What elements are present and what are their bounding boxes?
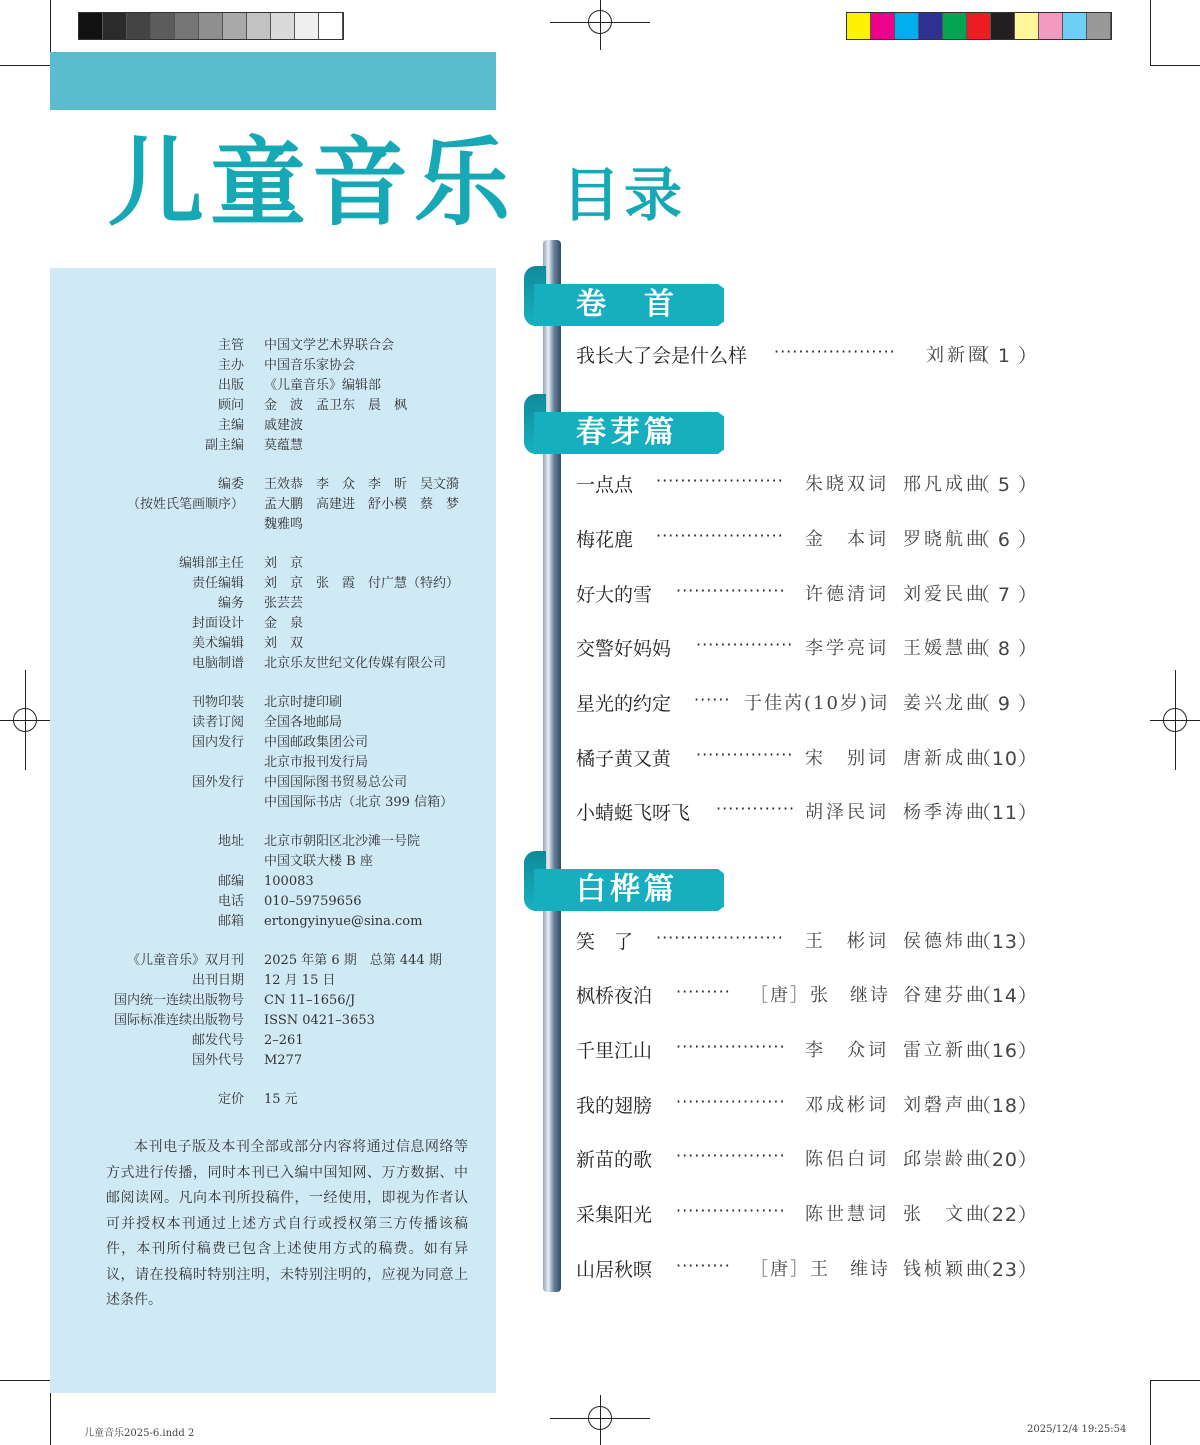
masthead-value: 刘 京 张 霞 付广慧（特约） bbox=[264, 576, 460, 591]
grayscale-bar bbox=[78, 12, 344, 40]
masthead-label: （按姓氏笔画顺序） bbox=[126, 497, 244, 512]
color-swatch bbox=[175, 13, 199, 39]
entry-lyricist: 陈世慧词 bbox=[805, 1204, 889, 1225]
entry-composer: 钱桢颖曲 bbox=[903, 1259, 987, 1280]
masthead-row bbox=[50, 793, 496, 813]
color-swatch bbox=[127, 13, 151, 39]
entry-title: 采集阳光 bbox=[576, 1204, 653, 1226]
masthead-value: 张芸芸 bbox=[264, 596, 304, 611]
masthead-value: 《儿童音乐》编辑部 bbox=[264, 378, 382, 393]
entry-lyricist: 许德清词 bbox=[805, 584, 889, 605]
entry-page: （ 1 ） bbox=[970, 345, 1038, 367]
entry-title: 新苗的歌 bbox=[576, 1149, 653, 1171]
masthead-panel bbox=[50, 268, 496, 1393]
masthead-label: 主办 bbox=[217, 358, 244, 373]
masthead-value: 中国文联大楼 B 座 bbox=[264, 854, 373, 869]
color-swatch bbox=[223, 13, 247, 39]
entry-title: 千里江山 bbox=[576, 1040, 653, 1062]
entry-title: 笑 了 bbox=[576, 931, 634, 953]
color-swatch bbox=[967, 13, 991, 39]
toc-entry[interactable] bbox=[576, 525, 1038, 555]
masthead-label: 国内统一连续出版物号 bbox=[113, 993, 244, 1008]
entry-lyricist: ［唐］张 继诗 bbox=[750, 985, 890, 1006]
toc-entry[interactable] bbox=[576, 981, 1038, 1011]
color-swatch bbox=[79, 13, 103, 39]
masthead-row bbox=[50, 554, 496, 574]
entry-title: 橘子黄又黄 bbox=[576, 748, 672, 770]
masthead-row bbox=[50, 951, 496, 971]
entry-composer: 侯德炜曲 bbox=[903, 931, 987, 952]
entry-page: （ 5 ） bbox=[970, 474, 1038, 496]
entry-lyricist: 宋 别词 bbox=[805, 748, 889, 769]
masthead-label: 《儿童音乐》双月刊 bbox=[126, 953, 244, 968]
entry-title: 好大的雪 bbox=[576, 584, 653, 606]
masthead-row bbox=[50, 991, 496, 1011]
color-swatch bbox=[1039, 13, 1063, 39]
masthead-label: 主管 bbox=[217, 338, 244, 353]
masthead-value: 北京市报刊发行局 bbox=[264, 755, 369, 770]
section-title: 春芽篇 bbox=[576, 415, 678, 450]
entry-composer: 唐新成曲 bbox=[903, 748, 987, 769]
masthead-row bbox=[50, 634, 496, 654]
masthead-value: ISSN 0421–3653 bbox=[264, 1013, 375, 1028]
masthead-label: 国际标准连续出版物号 bbox=[113, 1013, 244, 1028]
entry-composer: 罗晓航曲 bbox=[903, 529, 987, 550]
masthead-row bbox=[50, 693, 496, 713]
entry-lyricist: 金 本词 bbox=[805, 529, 889, 550]
leader-dots: ················ bbox=[696, 745, 794, 764]
entry-composer: 谷建芬曲 bbox=[903, 985, 987, 1006]
masthead-row bbox=[50, 594, 496, 614]
masthead-value: 010–59759656 bbox=[264, 894, 362, 909]
entry-lyricist: 于佳芮(10岁)词 bbox=[744, 693, 889, 714]
magazine-logo: 儿童音乐 bbox=[108, 127, 516, 239]
masthead-label: 编务 bbox=[217, 596, 244, 611]
masthead-label: 电脑制谱 bbox=[191, 656, 244, 671]
masthead-row bbox=[50, 614, 496, 634]
masthead-value: 北京时捷印刷 bbox=[264, 695, 343, 710]
footer-filename: 儿童音乐2025-6.indd 2 bbox=[84, 1428, 195, 1439]
entry-page: （ 7 ） bbox=[970, 584, 1038, 606]
masthead-value: 2025 年第 6 期 总第 444 期 bbox=[264, 953, 442, 968]
color-bar bbox=[846, 12, 1112, 40]
masthead-row bbox=[50, 376, 496, 396]
masthead-value: M277 bbox=[264, 1053, 303, 1068]
entry-lyricist: 李 众词 bbox=[805, 1040, 889, 1061]
entry-lyricist: 胡泽民词 bbox=[805, 802, 889, 823]
masthead-label: 定价 bbox=[217, 1092, 244, 1107]
color-swatch bbox=[991, 13, 1015, 39]
color-swatch bbox=[271, 13, 295, 39]
color-swatch bbox=[919, 13, 943, 39]
masthead-row bbox=[50, 912, 496, 932]
entry-composer: 刘新圈 bbox=[926, 345, 989, 366]
leader-dots: ····················· bbox=[656, 928, 784, 947]
masthead-label: 副主编 bbox=[204, 438, 244, 453]
section-title: 卷 首 bbox=[576, 287, 678, 322]
footer-timestamp: 2025/12/4 19:25:54 bbox=[1027, 1424, 1127, 1435]
masthead-row bbox=[50, 892, 496, 912]
toc-entry[interactable] bbox=[576, 580, 1038, 610]
leader-dots: ········· bbox=[676, 1256, 731, 1275]
entry-page: （22） bbox=[971, 1204, 1038, 1226]
masthead-value: 王效恭 李 众 李 昕 吴文漪 bbox=[264, 477, 460, 492]
leader-dots: ····················· bbox=[656, 526, 784, 545]
masthead-label: 读者订阅 bbox=[191, 715, 244, 730]
masthead-label: 国内发行 bbox=[191, 735, 244, 750]
entry-title: 我长大了会是什么样 bbox=[576, 345, 748, 367]
toc-entry[interactable] bbox=[576, 1145, 1038, 1175]
color-swatch bbox=[199, 13, 223, 39]
masthead-label: 顾问 bbox=[217, 398, 244, 413]
masthead-row bbox=[50, 773, 496, 793]
masthead-label: 封面设计 bbox=[191, 616, 244, 631]
header-band bbox=[50, 52, 496, 110]
masthead-row bbox=[50, 1090, 496, 1110]
entry-composer: 刘磬声曲 bbox=[903, 1095, 987, 1116]
masthead-value: 北京乐友世纪文化传媒有限公司 bbox=[264, 656, 447, 671]
entry-composer: 邱崇龄曲 bbox=[903, 1149, 987, 1170]
leader-dots: ·················· bbox=[676, 1092, 786, 1111]
toc-title: 目录 bbox=[562, 161, 687, 229]
toc-entry[interactable] bbox=[576, 689, 1038, 719]
toc-entry[interactable] bbox=[576, 1091, 1038, 1121]
masthead-row bbox=[50, 832, 496, 852]
masthead-value: 北京市朝阳区北沙滩一号院 bbox=[264, 834, 421, 849]
leader-dots: ·················· bbox=[676, 1201, 786, 1220]
entry-composer: 姜兴龙曲 bbox=[903, 693, 987, 714]
entry-page: （23） bbox=[971, 1259, 1038, 1281]
toc-entry[interactable] bbox=[576, 927, 1038, 957]
masthead-row bbox=[50, 574, 496, 594]
masthead-row bbox=[50, 515, 496, 535]
entry-lyricist: 邓成彬词 bbox=[805, 1095, 889, 1116]
masthead-value: 刘 双 bbox=[264, 636, 304, 651]
entry-composer: 邢凡成曲 bbox=[903, 474, 987, 495]
entry-title: 梅花鹿 bbox=[576, 529, 634, 551]
masthead-label: 邮编 bbox=[217, 874, 244, 889]
masthead-value: 中国邮政集团公司 bbox=[264, 735, 369, 750]
masthead-value: 中国国际图书贸易总公司 bbox=[264, 775, 408, 790]
masthead-label: 出刊日期 bbox=[191, 973, 244, 988]
color-swatch bbox=[1087, 13, 1111, 39]
entry-title: 我的翅膀 bbox=[576, 1095, 653, 1117]
masthead-row bbox=[50, 733, 496, 753]
leader-dots: ···················· bbox=[774, 342, 896, 361]
masthead-value: 戚建波 bbox=[264, 418, 304, 433]
toc-entry[interactable] bbox=[576, 744, 1038, 774]
masthead-row bbox=[50, 475, 496, 495]
masthead-value: 中国音乐家协会 bbox=[264, 358, 356, 373]
masthead-label: 邮发代号 bbox=[191, 1033, 244, 1048]
color-swatch bbox=[871, 13, 895, 39]
color-swatch bbox=[103, 13, 127, 39]
masthead-label: 出版 bbox=[217, 378, 244, 393]
masthead-value: 金 泉 bbox=[264, 616, 304, 631]
leader-dots: ·················· bbox=[676, 581, 786, 600]
entry-title: 小蜻蜓飞呀飞 bbox=[576, 802, 691, 824]
masthead-row bbox=[50, 356, 496, 376]
color-swatch bbox=[847, 13, 871, 39]
section-title: 白桦篇 bbox=[576, 872, 678, 907]
entry-title: 山居秋暝 bbox=[576, 1259, 653, 1281]
entry-page: （13） bbox=[971, 931, 1038, 953]
toc-entry[interactable] bbox=[576, 634, 1038, 664]
leader-dots: ····················· bbox=[656, 471, 784, 490]
masthead-label: 电话 bbox=[217, 894, 244, 909]
masthead-value: 莫蕴慧 bbox=[264, 438, 304, 453]
color-swatch bbox=[1063, 13, 1087, 39]
masthead-value: 15 元 bbox=[264, 1092, 298, 1107]
entry-title: 交警好妈妈 bbox=[576, 638, 672, 660]
entry-composer: 张 文曲 bbox=[903, 1204, 987, 1225]
color-swatch bbox=[895, 13, 919, 39]
masthead-row bbox=[50, 1051, 496, 1071]
entry-composer: 杨季涛曲 bbox=[903, 802, 987, 823]
toc-entry[interactable] bbox=[576, 1036, 1038, 1066]
masthead-label: 国外发行 bbox=[191, 775, 244, 790]
color-swatch bbox=[151, 13, 175, 39]
leader-dots: ················ bbox=[696, 635, 794, 654]
masthead-label: 主编 bbox=[217, 418, 244, 433]
entry-title: 一点点 bbox=[576, 474, 634, 496]
entry-title: 枫桥夜泊 bbox=[576, 985, 653, 1007]
masthead-row bbox=[50, 336, 496, 356]
leader-dots: ·················· bbox=[676, 1146, 786, 1165]
masthead-row bbox=[50, 713, 496, 733]
masthead-label: 刊物印装 bbox=[191, 695, 244, 710]
masthead-label: 地址 bbox=[217, 834, 244, 849]
masthead-value: 刘 京 bbox=[264, 556, 304, 571]
entry-page: （16） bbox=[971, 1040, 1038, 1062]
leader-dots: ········· bbox=[676, 982, 731, 1001]
masthead-row bbox=[50, 872, 496, 892]
color-swatch bbox=[943, 13, 967, 39]
masthead-label: 国外代号 bbox=[191, 1053, 244, 1068]
entry-title: 星光的约定 bbox=[576, 693, 672, 715]
entry-page: （20） bbox=[971, 1149, 1038, 1171]
masthead-row bbox=[50, 852, 496, 872]
entry-lyricist: 李学亮词 bbox=[805, 638, 889, 659]
entry-page: （11） bbox=[971, 802, 1038, 824]
toc-entry[interactable] bbox=[576, 1200, 1038, 1230]
color-swatch bbox=[319, 13, 343, 39]
copyright-notice: 本刊电子版及本刊全部或部分内容将通过信息网络等方式进行传播，同时本刊已入编中国知网、万方数据、中邮阅读网。凡向本刊所投稿件，一经使用，即视为作者认可并授权本刊通过上述方式自行或授权第三方传播该稿件，本刊所付稿费已包含上述使用方式的稿费。如有异议，请在投稿时特别注明，未特别注明的，应视为同意上述条件。 bbox=[106, 1139, 468, 1308]
masthead-row bbox=[50, 396, 496, 416]
color-swatch bbox=[247, 13, 271, 39]
entry-page: （18） bbox=[971, 1095, 1038, 1117]
masthead-row bbox=[50, 1031, 496, 1051]
masthead-value: 12 月 15 日 bbox=[264, 973, 336, 988]
masthead-label: 编委 bbox=[217, 477, 244, 492]
masthead-label: 责任编辑 bbox=[191, 576, 244, 591]
color-swatch bbox=[1015, 13, 1039, 39]
entry-page: （ 6 ） bbox=[970, 529, 1038, 551]
masthead-label: 编辑部主任 bbox=[178, 556, 244, 571]
masthead-value: 2–261 bbox=[264, 1033, 304, 1048]
entry-page: （ 9 ） bbox=[970, 693, 1038, 715]
masthead-value: ertongyinyue@sina.com bbox=[264, 914, 423, 929]
leader-dots: ············· bbox=[716, 799, 796, 818]
toc-entry[interactable] bbox=[576, 798, 1038, 828]
toc-entry[interactable] bbox=[576, 1255, 1038, 1285]
toc-entry[interactable] bbox=[576, 341, 1038, 371]
masthead-value: 中国文学艺术界联合会 bbox=[264, 338, 395, 353]
leader-dots: ·················· bbox=[676, 1037, 786, 1056]
masthead-label: 邮箱 bbox=[217, 914, 244, 929]
masthead-row bbox=[50, 436, 496, 456]
entry-composer: 刘爱民曲 bbox=[903, 584, 987, 605]
masthead-value: CN 11–1656/J bbox=[264, 993, 356, 1008]
entry-page: （10） bbox=[971, 748, 1038, 770]
entry-lyricist: 陈侣白词 bbox=[805, 1149, 889, 1170]
masthead-value: 金 波 孟卫东 晨 枫 bbox=[264, 398, 408, 413]
entry-composer: 雷立新曲 bbox=[903, 1040, 987, 1061]
masthead-row bbox=[50, 495, 496, 515]
entry-lyricist: 朱晓双词 bbox=[805, 474, 889, 495]
masthead-row bbox=[50, 971, 496, 991]
masthead-row bbox=[50, 654, 496, 674]
masthead-label: 美术编辑 bbox=[191, 636, 244, 651]
masthead-value: 孟大鹏 高建进 舒小模 蔡 梦 bbox=[264, 497, 460, 512]
toc-entry[interactable] bbox=[576, 470, 1038, 500]
color-swatch bbox=[295, 13, 319, 39]
entry-page: （ 8 ） bbox=[970, 638, 1038, 660]
entry-lyricist: ［唐］王 维诗 bbox=[750, 1259, 890, 1280]
masthead-row bbox=[50, 1011, 496, 1031]
entry-lyricist: 王 彬词 bbox=[805, 931, 889, 952]
masthead-value: 100083 bbox=[264, 874, 314, 889]
masthead-value: 全国各地邮局 bbox=[264, 715, 343, 730]
masthead-row bbox=[50, 753, 496, 773]
masthead-value: 中国国际书店（北京 399 信箱） bbox=[264, 795, 454, 810]
entry-page: （14） bbox=[971, 985, 1038, 1007]
masthead-row bbox=[50, 416, 496, 436]
entry-composer: 王媛慧曲 bbox=[903, 638, 987, 659]
leader-dots: ······ bbox=[694, 690, 731, 709]
masthead-value: 魏雅鸣 bbox=[264, 517, 304, 532]
